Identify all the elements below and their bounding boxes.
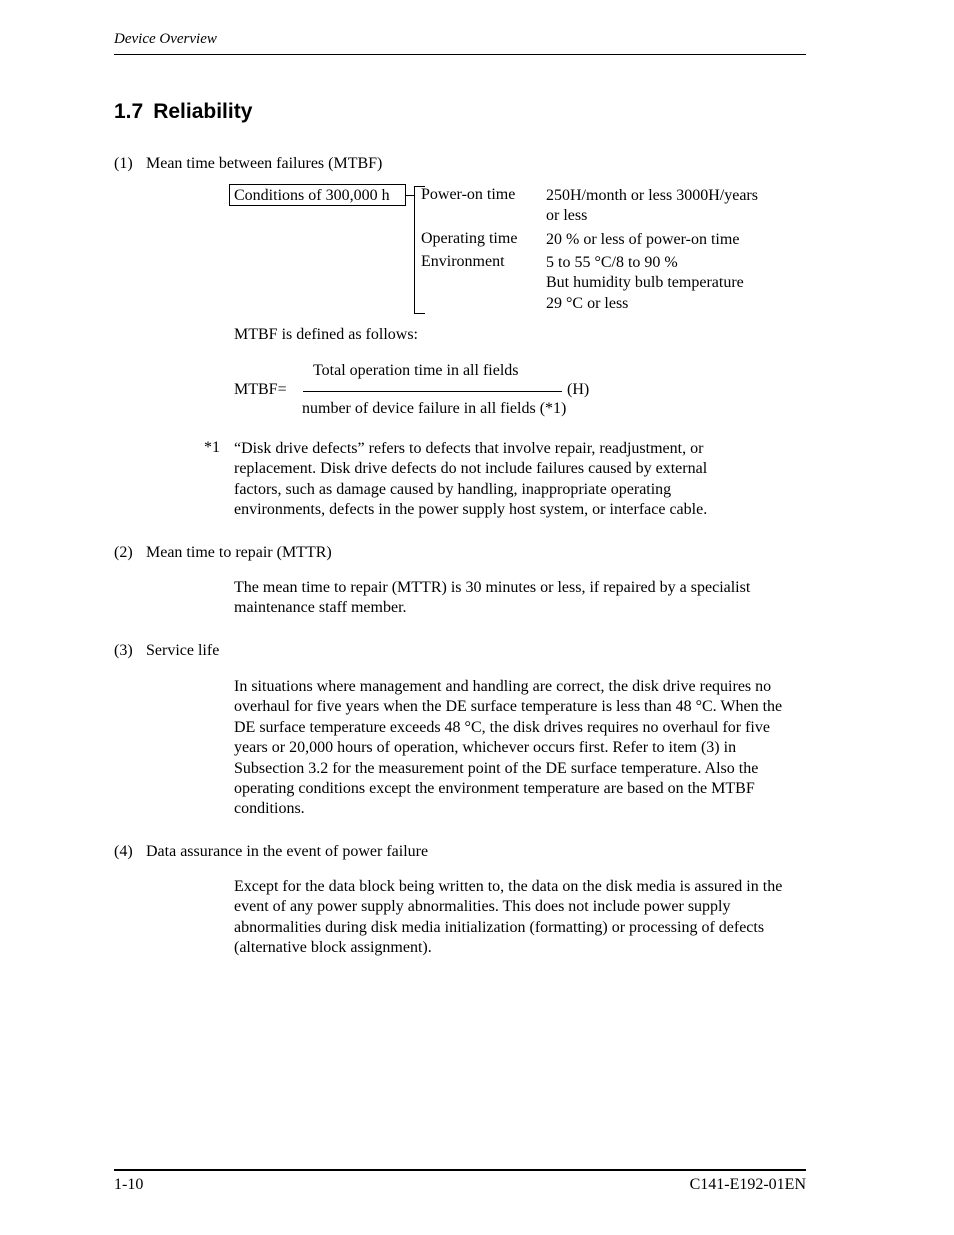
formula-denominator: number of device failure in all fields (*1)	[302, 400, 567, 417]
condition-value-environment	[546, 253, 806, 314]
item-data-assurance-heading	[114, 843, 428, 861]
item-service-life-heading	[114, 642, 219, 660]
item-number: (1)	[114, 155, 133, 172]
item-title: Data assurance in the event of power failure	[146, 843, 429, 860]
formula-numerator: Total operation time in all fields	[313, 362, 519, 379]
item-title: Mean time between failures (MTBF)	[146, 155, 383, 172]
item-mttr-heading	[114, 544, 332, 562]
condition-label-operating: Operating time	[421, 230, 518, 247]
condition-value-power-on	[546, 186, 806, 227]
item-title: Mean time to repair (MTTR)	[146, 544, 332, 561]
condition-value-operating	[546, 230, 806, 250]
mttr-text: The mean time to repair (MTTR) is 30 minutes or less, if repaired by a specialist maintenance staff member.	[234, 579, 751, 617]
footer-rule	[114, 1169, 806, 1171]
conditions-bracket	[414, 186, 425, 314]
item-title: Service life	[146, 642, 220, 659]
condition-value-line: 250H/month or less 3000H/years	[546, 187, 758, 204]
footnote-mark: *1	[204, 439, 220, 456]
condition-value-line: 29 °C or less	[546, 294, 629, 312]
section-title: Reliability	[153, 100, 253, 123]
condition-value-line: or less	[546, 207, 588, 225]
data-assurance-text: Except for the data block being written to, the data on the disk media is assured in the event of any power supply abnormalities. This does not include power supply abnormalities during disk media initialization (formatting) or processing of defects (alternative block assignment).	[234, 878, 783, 957]
condition-label-environment: Environment	[421, 253, 505, 270]
item-number: (3)	[114, 642, 133, 659]
item-number: (2)	[114, 544, 133, 561]
formula-fraction-bar	[303, 391, 562, 392]
header-rule	[114, 54, 806, 55]
item-number: (4)	[114, 843, 133, 860]
section-heading	[114, 100, 252, 124]
running-header: Device Overview	[114, 31, 217, 47]
formula-unit: (H)	[567, 381, 590, 398]
item-mtbf-heading	[114, 155, 382, 173]
document-id: C141-E192-01EN	[689, 1176, 806, 1193]
formula-lhs: MTBF=	[234, 381, 287, 398]
service-life-text: In situations where management and handling are correct, the disk drive requires no overhaul for five years when the DE surface temperature is less than 48 °C. When the DE surface temperature exceeds 48 °C, the disk drives requires no overhaul for five years or 20,000 hours of operation, whichever occurs first. Refer to item (3) in Subsection 3.2 for the measurement point of the DE surface temperature. Also the operating conditions except the environment temperature are based on the MTBF conditions.	[234, 678, 783, 818]
conditions-box: Conditions of 300,000 h	[229, 184, 406, 206]
condition-value-line: 5 to 55 °C/8 to 90 %	[546, 254, 678, 271]
condition-value-line: 20 % or less of power-on time	[546, 231, 740, 248]
section-number: 1.7	[114, 100, 144, 123]
footnote-text: “Disk drive defects” refers to defects that involve repair, readjustment, or replacement. Disk drive defects do not include failures caused by external factors, such as damage caused by handling, inappropriate operating environments, defects in the power supply host system, or interface cable.	[234, 440, 708, 519]
page-number: 1-10	[114, 1176, 144, 1193]
condition-label-power-on: Power-on time	[421, 186, 516, 203]
condition-value-line: But humidity bulb temperature	[546, 274, 744, 292]
mtbf-definition-intro: MTBF is defined as follows:	[234, 326, 418, 343]
